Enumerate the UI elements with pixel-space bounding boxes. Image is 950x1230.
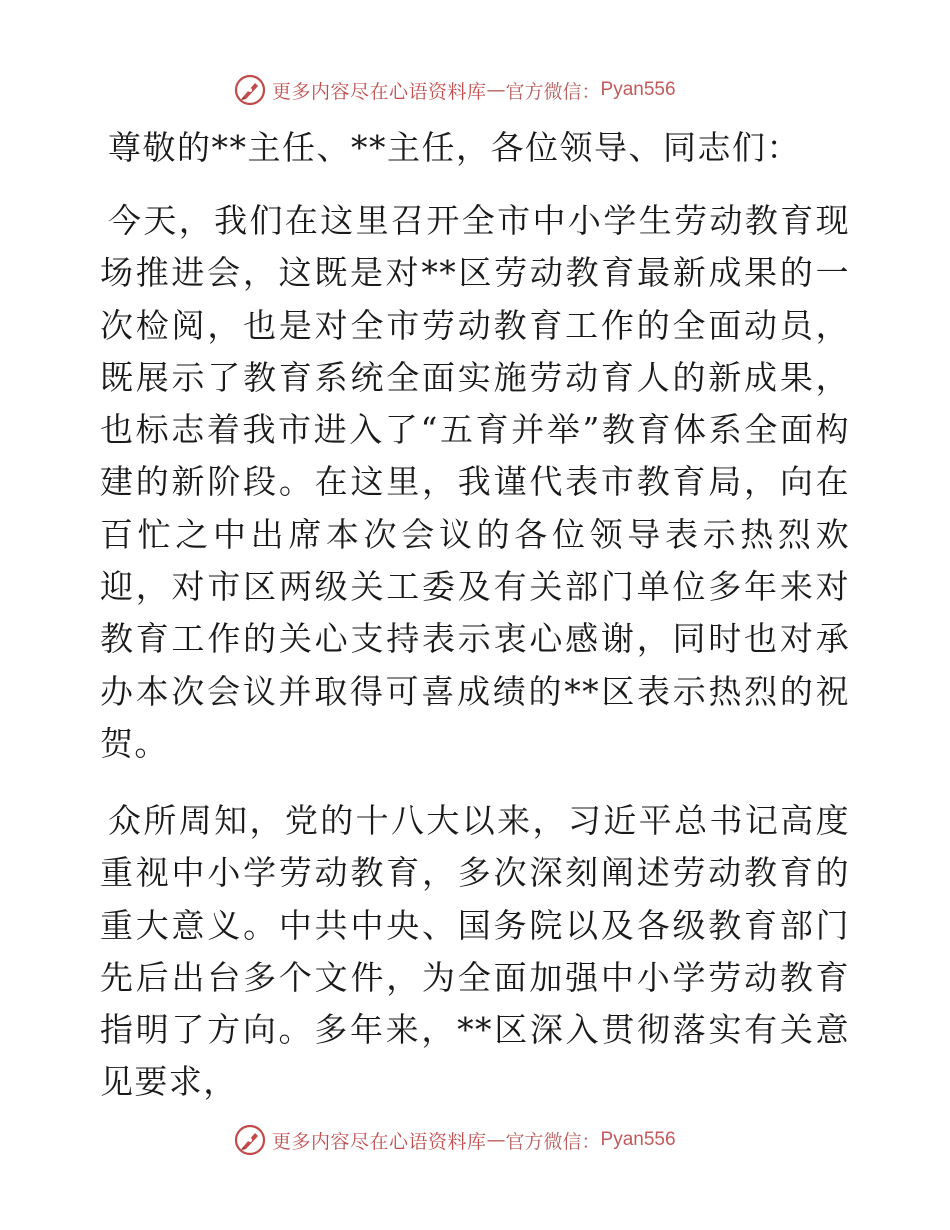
watermark-text: 更多内容尽在心语资料库 — [272, 1130, 487, 1153]
watermark-wechat-id: Pyan556 — [600, 1129, 676, 1150]
watermark-text: 更多内容尽在心语资料库 — [272, 80, 487, 103]
quill-pen-logo-icon — [234, 74, 266, 106]
document-paragraph-1: 今天，我们在这里召开全市中小学生劳动教育现场推进会，这既是对**区劳动教育最新成果的一次检阅，也是对全市劳动教育工作的全面动员，既展示了教育系统全面实施劳动育人的新成果，也标志着我市进入了“五育并举”教育体系全面构建的新阶段。在这里，我谨代表市教育局，向在百忙之中出席本次会议的各位领导表示热烈欢迎，对市区两级关工委及有关部门单位多年来对教育工作的关心支持表示衷心感谢，同时也对承办本次会议并取得可喜成绩的**区表示热烈的祝贺。 — [100, 201, 850, 763]
quill-pen-logo-icon — [234, 1124, 266, 1156]
watermark-dash: — — [486, 1129, 506, 1151]
watermark-dash: — — [486, 79, 506, 101]
document-greeting: 尊敬的**主任、**主任，各位领导、同志们： — [108, 128, 801, 167]
document-paragraph-2: 众所周知，党的十八大以来，习近平总书记高度重视中小学劳动教育，多次深刻阐述劳动教育的重大意义。中共中央、国务院以及各级教育部门先后出台多个文件，为全面加强中小学劳动教育指明了方向。多年来，**区深入贯彻落实有关意见要求， — [100, 801, 850, 1102]
watermark-footer — [234, 1122, 676, 1158]
watermark-wechat-id: Pyan556 — [600, 79, 676, 100]
watermark-wechat-label: 官方微信： — [505, 1130, 601, 1153]
watermark-header — [234, 72, 676, 108]
watermark-wechat-label: 官方微信： — [505, 80, 601, 103]
